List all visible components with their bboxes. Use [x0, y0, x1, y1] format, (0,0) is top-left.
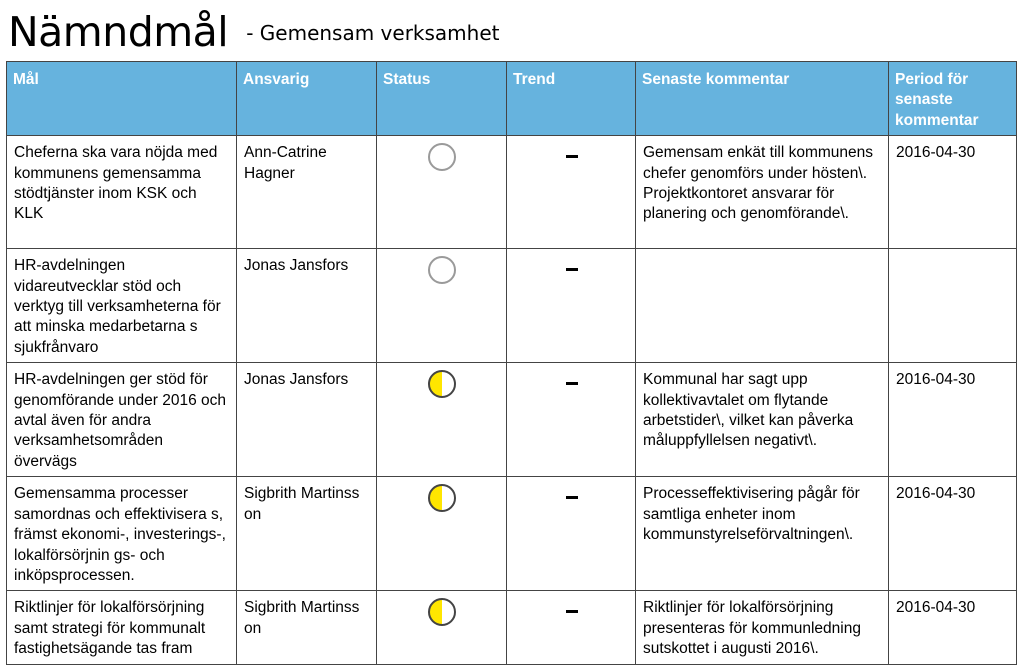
- trend-cell: [507, 591, 636, 664]
- status-empty-circle-icon: [428, 143, 456, 171]
- responsible-cell: Jonas Jansfors: [237, 363, 377, 477]
- goal-cell: HR-avdelningen vidareutvecklar stöd och verktyg till verksamheterna för att minska medarbetarna s sjukfrånvaro: [7, 249, 237, 363]
- trend-cell: [507, 363, 636, 477]
- goal-cell: Riktlinjer för lokalförsörjning samt strategi för kommunalt fastighetsägande tas fram: [7, 591, 237, 664]
- status-cell: [377, 591, 507, 664]
- trend-neutral-dash-icon: [566, 496, 578, 499]
- page-title: Nämndmål: [8, 8, 229, 56]
- goal-cell: HR-avdelningen ger stöd för genomförande under 2016 och avtal även för andra verksamhetsområden övervägs: [7, 363, 237, 477]
- period-cell: 2016-04-30: [889, 136, 1017, 249]
- comment-cell: Gemensam enkät till kommunens chefer genomförs under hösten\. Projektkontoret ansvarar för planering och genomförande\.: [636, 136, 889, 249]
- period-cell: 2016-04-30: [889, 363, 1017, 477]
- table-header-row: [7, 62, 1017, 136]
- status-cell: [377, 477, 507, 591]
- trend-neutral-dash-icon: [566, 155, 578, 158]
- status-cell: [377, 363, 507, 477]
- table-row: [7, 363, 1017, 477]
- trend-neutral-dash-icon: [566, 382, 578, 385]
- status-half-yellow-circle-icon: [428, 484, 456, 512]
- column-header-responsible: Ansvarig: [237, 62, 377, 136]
- period-cell: 2016-04-30: [889, 477, 1017, 591]
- trend-cell: [507, 136, 636, 249]
- period-cell: [889, 249, 1017, 363]
- goals-table: [6, 61, 1017, 665]
- comment-cell: Processeffektivisering pågår för samtliga enheter inom kommunstyrelseförvaltningen\.: [636, 477, 889, 591]
- goal-cell: Cheferna ska vara nöjda med kommunens gemensamma stödtjänster inom KSK och KLK: [7, 136, 237, 249]
- column-header-period: Period för senaste kommentar: [889, 62, 1017, 136]
- comment-cell: Kommunal har sagt upp kollektivavtalet om flytande arbetstider\, vilket kan påverka måluppfyllelsen negativt\.: [636, 363, 889, 477]
- status-cell: [377, 136, 507, 249]
- column-header-trend: Trend: [507, 62, 636, 136]
- table-row: [7, 591, 1017, 664]
- period-cell: 2016-04-30: [889, 591, 1017, 664]
- trend-cell: [507, 477, 636, 591]
- page-header: [8, 6, 499, 58]
- table-row: [7, 249, 1017, 363]
- responsible-cell: Sigbrith Martinss on: [237, 591, 377, 664]
- responsible-cell: Jonas Jansfors: [237, 249, 377, 363]
- comment-cell: [636, 249, 889, 363]
- column-header-goal: Mål: [7, 62, 237, 136]
- goal-cell: Gemensamma processer samordnas och effektivisera s, främst ekonomi-, investerings-, lokalförsörjnin gs- och inköpsprocessen.: [7, 477, 237, 591]
- trend-cell: [507, 249, 636, 363]
- responsible-cell: Sigbrith Martinss on: [237, 477, 377, 591]
- trend-neutral-dash-icon: [566, 610, 578, 613]
- status-half-yellow-circle-icon: [428, 598, 456, 626]
- comment-cell: Riktlinjer för lokalförsörjning presenteras för kommunledning sutskottet i augusti 2016\.: [636, 591, 889, 664]
- status-half-yellow-circle-icon: [428, 370, 456, 398]
- page-subtitle: - Gemensam verksamhet: [246, 21, 500, 45]
- column-header-comment: Senaste kommentar: [636, 62, 889, 136]
- responsible-cell: Ann-Catrine Hagner: [237, 136, 377, 249]
- status-cell: [377, 249, 507, 363]
- status-empty-circle-icon: [428, 256, 456, 284]
- table-row: [7, 136, 1017, 249]
- table-row: [7, 477, 1017, 591]
- column-header-status: Status: [377, 62, 507, 136]
- trend-neutral-dash-icon: [566, 268, 578, 271]
